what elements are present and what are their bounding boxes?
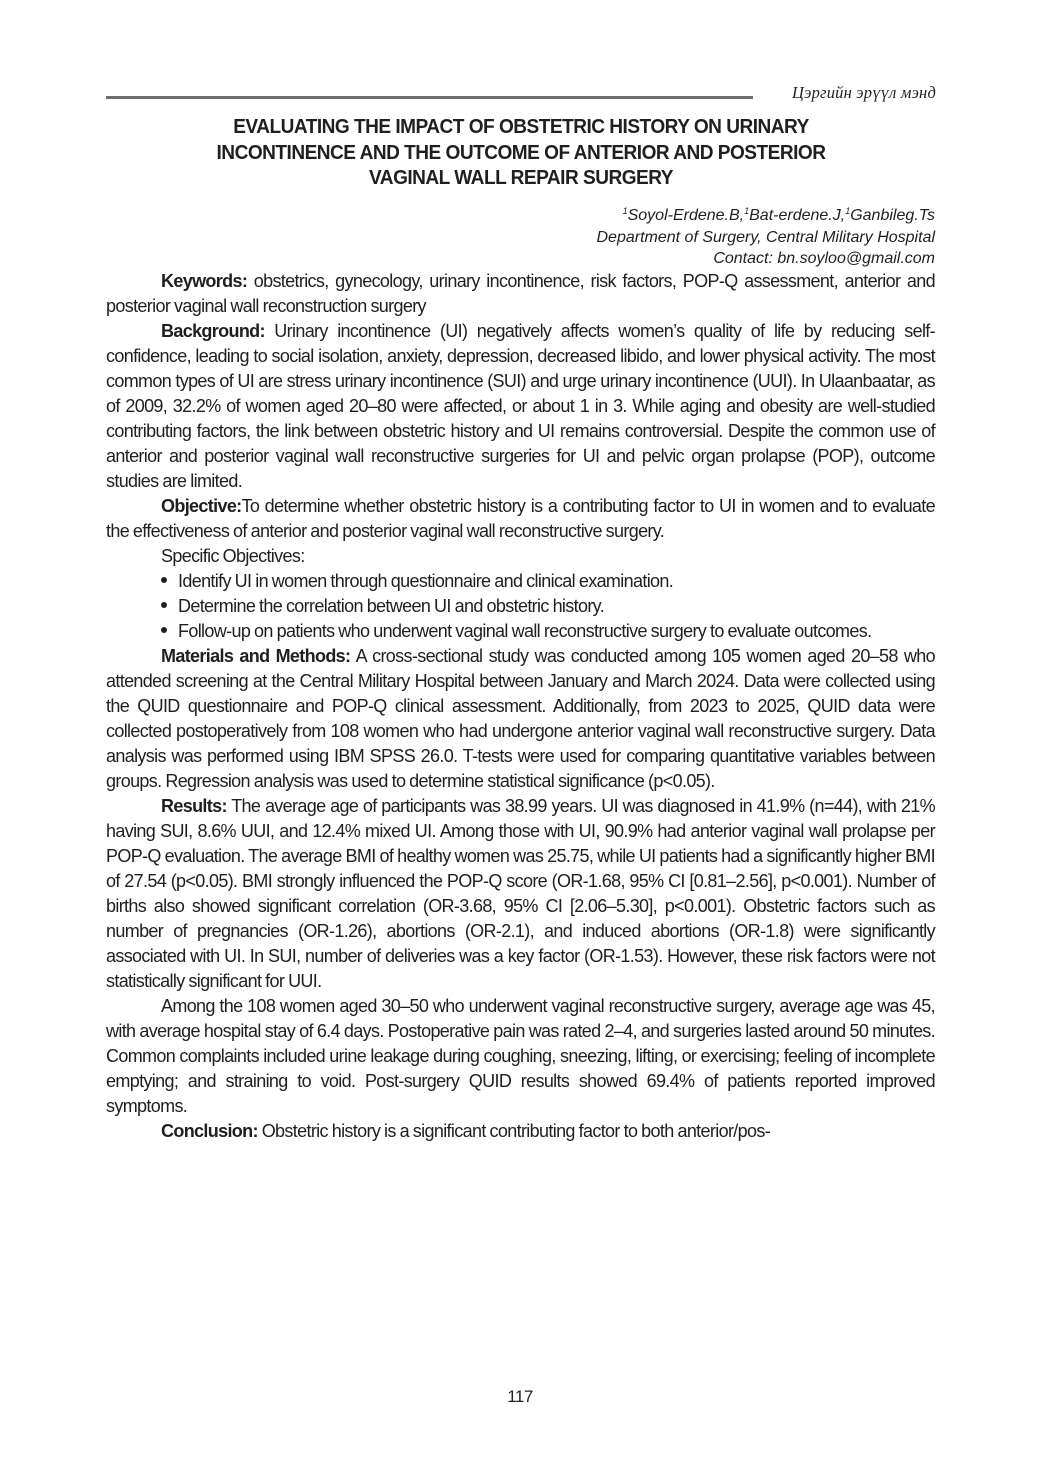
author-name: Bat-erdene.J, [749, 207, 846, 224]
affiliation-marker: 1 [744, 206, 750, 216]
author-name: Soyol-Erdene.B, [627, 207, 745, 224]
methods-paragraph [106, 644, 935, 794]
bullet-text: Follow-up on patients who underwent vaginal wall reconstructive surgery to evaluate outcomes. [178, 621, 872, 641]
objective-paragraph [106, 494, 935, 544]
title-line: INCONTINENCE AND THE OUTCOME OF ANTERIOR AND POSTERIOR [216, 140, 826, 164]
author-block [597, 201, 936, 270]
results-paragraph [106, 794, 935, 994]
keywords-label: Keywords: [161, 271, 248, 291]
abstract-body [106, 269, 935, 1144]
page-number: 117 [507, 1387, 533, 1406]
contact-email: Contact: bn.soyloo@gmail.com [713, 250, 935, 267]
results-text: The average age of participants was 38.99 years. UI was diagnosed in 41.9% (n=44), with 21% having SUI, 8.6% UUI, and 12.4% mixed UI. Among those with UI, 90.9% had anterior vaginal wall prolapse per POP-Q evaluation. The average BMI of healthy women was 25.75, while UI patients had a significantly higher BMI of 27.54 (p<0.05). BMI strongly influenced the POP-Q score (OR-1.68, 95% CI [0.81–2.56], p<0.001). Number of births also showed significant correlation (OR-3.68, 95% CI [2.06–5.30], p<0.001). Obstetric factors such as number of pregnancies (OR-1.26), abortions (OR-2.1), and induced abortions (OR-1.8) were significantly associated with UI. In SUI, number of deliveries was a key factor (OR-1.53). However, these risk factors were not statistically significant for UUI. [106, 796, 935, 991]
bullet-text: Identify UI in women through questionnaire and clinical examination. [178, 571, 674, 591]
keywords-text: obstetrics, gynecology, urinary incontinence, risk factors, POP-Q assessment, anterior and posterior vaginal wall reconstruction surgery [106, 271, 935, 316]
objective-bullet [106, 569, 935, 594]
title-line: EVALUATING THE IMPACT OF OBSTETRIC HISTORY ON URINARY [233, 115, 809, 138]
background-label: Background: [161, 321, 265, 341]
title-line: VAGINAL WALL REPAIR SURGERY [369, 166, 673, 189]
objective-label: Objective: [161, 496, 242, 516]
conclusion-paragraph [106, 1119, 935, 1144]
background-text: Urinary incontinence (UI) negatively affects women’s quality of life by reducing self-confidence, leading to social isolation, anxiety, depression, decreased libido, and lower physical activity. The most common types of UI are stress urinary incontinence (SUI) and urge urinary incontinence (UUI). In Ulaanbaatar, as of 2009, 32.2% of women aged 20–80 were affected, or about 1 in 3. While aging and obesity are well-studied contributing factors, the link between obstetric history and UI remains controversial. Despite the common use of anterior and posterior vaginal wall reconstructive surgeries for UI and pelvic organ prolapse (POP), outcome studies are limited. [106, 321, 935, 491]
objective-bullet [106, 594, 935, 619]
specific-objectives-heading: Specific Objectives: [161, 546, 305, 566]
background-paragraph [106, 319, 935, 494]
methods-text: A cross-sectional study was conducted among 105 women aged 20–58 who attended screening at the Central Military Hospital between January and March 2024. Data were collected using the QUID questionnaire and POP-Q clinical assessment. Additionally, from 2023 to 2025, QUID data were collected postoperatively from 108 women who had undergone anterior vaginal wall reconstructive surgery. Data analysis was performed using IBM SPSS 26.0. T-tests were used for comparing quantitative variables between groups. Regression analysis was used to determine statistical significance (p<0.05). [106, 646, 936, 791]
methods-label: Materials and Methods: [161, 646, 351, 666]
author-list [597, 201, 936, 227]
objective-text: To determine whether obstetric history is a contributing factor to UI in women and to evaluate the effectiveness of anterior and posterior vaginal wall reconstructive surgery. [106, 496, 935, 541]
affiliation-marker: 1 [845, 206, 851, 216]
conclusion-text: Obstetric history is a significant contributing factor to both anterior/pos- [257, 1121, 771, 1141]
conclusion-label: Conclusion: [161, 1121, 258, 1141]
journal-name: Цэргийн эрүүл мэнд [792, 83, 936, 102]
affiliation: Department of Surgery, Central Military Hospital [596, 228, 935, 246]
bullet-icon [161, 602, 167, 608]
affiliation-marker: 1 [622, 206, 628, 216]
results-label: Results: [161, 796, 227, 816]
results-surgery-paragraph: Among the 108 women aged 30–50 who underwent vaginal reconstructive surgery, average age was 45, with average hospital stay of 6.4 days. Postoperative pain was rated 2–4, and surgeries lasted around 50 minutes. Common complaints included urine leakage during coughing, sneezing, lifting, or exercising; feeling of incomplete emptying; and straining to void. Post-surgery QUID results showed 69.4% of patients reported improved symptoms. [106, 996, 935, 1116]
bullet-icon [161, 627, 167, 633]
header-rule [106, 96, 753, 99]
author-name: Ganbileg.Ts [850, 207, 935, 224]
keywords-paragraph [106, 269, 935, 319]
bullet-text: Determine the correlation between UI and obstetric history. [178, 596, 605, 616]
bullet-icon [161, 577, 167, 583]
objective-bullet [106, 619, 935, 644]
article-title [135, 114, 907, 191]
